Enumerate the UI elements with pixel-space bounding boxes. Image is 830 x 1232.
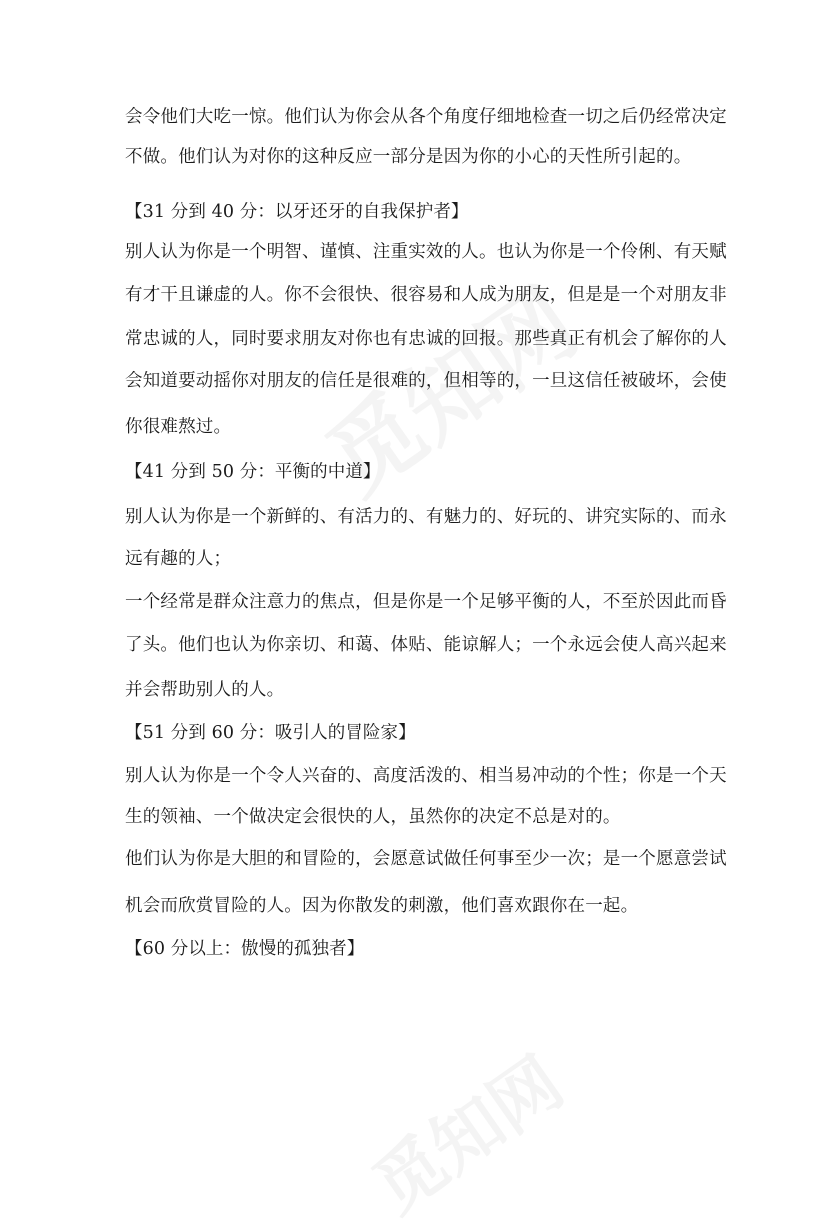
paragraph-line: 会知道要动摇你对朋友的信任是很难的，但相等的，一旦这信任被破坏，会使: [125, 371, 727, 391]
paragraph-line: 远有趣的人；: [125, 549, 232, 569]
paragraph-line: 不做。他们认为对你的这种反应一部分是因为你的小心的天性所引起的。: [125, 147, 692, 167]
section-heading: 【51 分到 60 分：吸引人的冒险家】: [125, 723, 416, 743]
section-heading: 【60 分以上：傲慢的孤独者】: [125, 939, 365, 959]
paragraph-line: 常忠诚的人，同时要求朋友对你也有忠诚的回报。那些真正有机会了解你的人: [125, 329, 727, 349]
paragraph-line: 了头。他们也认为你亲切、和蔼、体贴、能谅解人；一个永远会使人高兴起来: [125, 635, 727, 655]
section-heading: 【31 分到 40 分：以牙还牙的自我保护者】: [125, 202, 469, 222]
paragraph-line: 别人认为你是一个新鲜的、有活力的、有魅力的、好玩的、讲究实际的、而永: [125, 507, 727, 527]
paragraph-line: 一个经常是群众注意力的焦点，但是你是一个足够平衡的人，不至於因此而昏: [125, 592, 727, 612]
paragraph-line: 别人认为你是一个明智、谨慎、注重实效的人。也认为你是一个伶俐、有天赋: [125, 242, 727, 262]
paragraph-line: 他们认为你是大胆的和冒险的，会愿意试做任何事至少一次；是一个愿意尝试: [125, 849, 727, 869]
paragraph-line: 生的领袖、一个做决定会很快的人，虽然你的决定不总是对的。: [125, 807, 621, 827]
paragraph-line: 会令他们大吃一惊。他们认为你会从各个角度仔细地检查一切之后仍经常决定: [125, 107, 727, 127]
paragraph-line: 机会而欣赏冒险的人。因为你散发的刺激，他们喜欢跟你在一起。: [125, 896, 639, 916]
section-heading: 【41 分到 50 分：平衡的中道】: [125, 462, 381, 482]
paragraph-line: 别人认为你是一个令人兴奋的、高度活泼的、相当易冲动的个性；你是一个天: [125, 766, 727, 786]
paragraph-line: 并会帮助别人的人。: [125, 680, 285, 700]
paragraph-line: 你很难熬过。: [125, 417, 232, 437]
paragraph-line: 有才干且谦虚的人。你不会很快、很容易和人成为朋友，但是是一个对朋友非: [125, 285, 727, 305]
watermark-bottom: [350, 1029, 580, 1232]
